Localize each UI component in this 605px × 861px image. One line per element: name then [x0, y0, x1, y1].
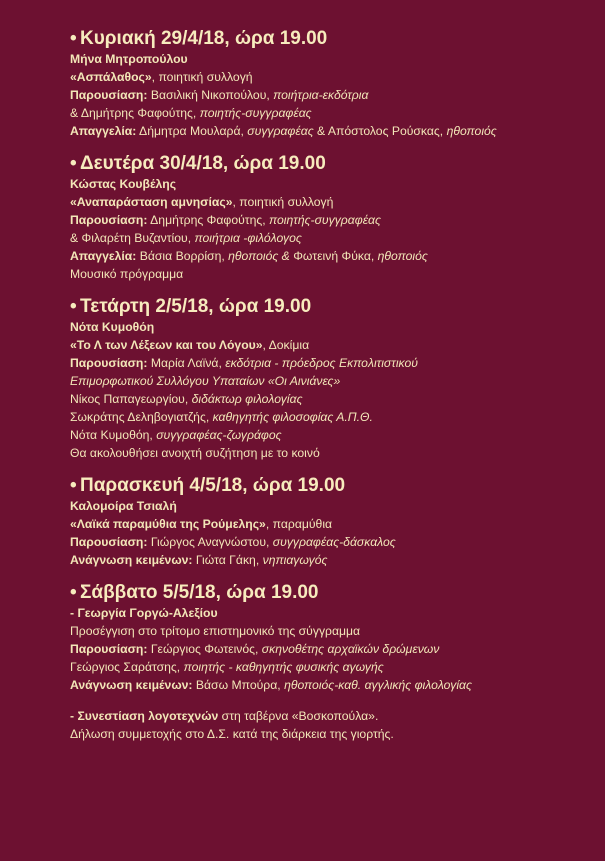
event-block	[70, 296, 590, 462]
text-segment: ποιητής-συγγραφέας	[269, 213, 381, 227]
text-segment: ηθοποιός	[446, 124, 497, 138]
text-segment: Δήλωση συμμετοχής στο Δ.Σ. κατά της διάρκεια της γιορτής.	[70, 727, 394, 741]
text-segment: Σωκράτης Δεληβογιατζής,	[70, 410, 213, 424]
event-detail-line	[70, 444, 590, 462]
event-detail-line	[70, 229, 590, 247]
text-segment: Απαγγελία:	[70, 249, 137, 263]
event-detail-line	[70, 426, 590, 444]
text-segment: Βασιλική Νικοπούλου,	[147, 88, 274, 102]
event-detail-line	[70, 640, 590, 658]
text-segment: Παρουσίαση:	[70, 535, 148, 549]
text-segment: «Ασπάλαθος»	[70, 70, 152, 84]
event-detail-line	[70, 104, 590, 122]
event-program	[70, 28, 590, 743]
text-segment: συγγραφέας-ζωγράφος	[156, 428, 282, 442]
text-segment: Μαρία Λαϊνά,	[147, 356, 226, 370]
text-segment: & Φιλαρέτη Βυζαντίου,	[70, 231, 195, 245]
text-segment: Μουσικό πρόγραμμα	[70, 267, 184, 281]
event-date-heading	[70, 28, 590, 50]
text-segment: «Λαϊκά παραμύθια της Ρούμελης»	[70, 517, 266, 531]
text-segment: «Το Λ των Λέξεων και του Λόγου»	[70, 338, 263, 352]
text-segment: σκηνοθέτης αρχαϊκών δρώμενων	[261, 642, 440, 656]
text-segment: - Συνεστίαση λογοτεχνών	[70, 709, 219, 723]
text-segment: Γεώργιος Σαράτσης,	[70, 660, 184, 674]
text-segment: , Δοκίμια	[262, 338, 310, 352]
event-detail-line	[70, 211, 590, 229]
text-segment: Φωτεινή Φύκα,	[293, 249, 378, 263]
text-segment: Γιώτα Γάκη,	[192, 553, 263, 567]
event-time: ώρα 19.00	[226, 582, 319, 603]
event-date: Τετάρτη 2/5/18,	[80, 296, 214, 317]
text-segment: νηπιαγωγός	[262, 553, 328, 567]
event-detail-line	[70, 372, 590, 390]
event-time: ώρα 19.00	[234, 28, 328, 49]
text-segment: , ποιητική συλλογή	[232, 195, 334, 209]
text-segment: συγγραφέας-δάσκαλος	[272, 535, 396, 549]
text-segment: καθηγητής φιλοσοφίας Α.Π.Θ.	[212, 410, 373, 424]
text-segment: ηθοποιός &	[228, 249, 294, 263]
text-segment: Βάσια Βορρίση,	[136, 249, 229, 263]
footer-note	[70, 707, 590, 743]
event-date: Δευτέρα 30/4/18,	[80, 153, 229, 174]
event-detail-line	[70, 551, 590, 569]
text-segment: εκδότρια - πρόεδρος Εκπολιτιστικού	[225, 356, 418, 370]
event-author: Καλομοίρα Τσιαλή	[70, 499, 177, 513]
event-date: Κυριακή 29/4/18,	[80, 28, 230, 49]
footer-line	[70, 707, 590, 725]
event-time: ώρα 19.00	[218, 296, 312, 317]
text-segment: συγγραφέας	[247, 124, 314, 138]
event-block	[70, 475, 590, 569]
event-time: ώρα 19.00	[252, 475, 346, 496]
text-segment: , ποιητική συλλογή	[151, 70, 253, 84]
text-segment: Γιώργος Αναγνώστου,	[147, 535, 273, 549]
event-date: Παρασκευή 4/5/18,	[80, 475, 248, 496]
events-list	[70, 28, 590, 694]
text-segment: Θα ακολουθήσει ανοιχτή συζήτηση με το κοινό	[70, 446, 320, 460]
event-detail-line	[70, 390, 590, 408]
event-block	[70, 582, 590, 694]
footer-line	[70, 725, 590, 743]
text-segment: Επιμορφωτικού Συλλόγου Υπαταίων «Οι Αινιάνες»	[70, 374, 341, 388]
event-detail-line	[70, 533, 590, 551]
bullet-icon: •	[70, 153, 77, 174]
text-segment: ηθοποιός-καθ. αγγλικής φιλολογίας	[284, 678, 472, 692]
bullet-icon: •	[70, 475, 77, 496]
text-segment: στη ταβέρνα «Βοσκοπούλα».	[218, 709, 379, 723]
text-segment: ποιητής - καθηγητής φυσικής αγωγής	[183, 660, 384, 674]
event-detail-line	[70, 86, 590, 104]
text-segment: Παρουσίαση:	[70, 88, 148, 102]
text-segment: ηθοποιός	[377, 249, 428, 263]
text-segment: Νίκος Παπαγεωργίου,	[70, 392, 192, 406]
text-segment: & Δημήτρης Φαφούτης,	[70, 106, 200, 120]
event-detail-line	[70, 515, 590, 533]
event-block	[70, 153, 590, 283]
bullet-icon: •	[70, 582, 77, 603]
text-segment: Δημήτρης Φαφούτης,	[147, 213, 270, 227]
event-time: ώρα 19.00	[233, 153, 326, 174]
text-segment: Ανάγνωση κειμένων:	[70, 553, 193, 567]
event-detail-line	[70, 676, 590, 694]
event-detail-line	[70, 408, 590, 426]
event-author: Κώστας Κουβέλης	[70, 177, 177, 191]
text-segment: Προσέγγιση στο τρίτομο επιστημονικό της σύγγραμμα	[70, 624, 361, 638]
text-segment: Νότα Κυμοθόη,	[70, 428, 157, 442]
event-author: - Γεωργία Γοργώ-Αλεξίου	[70, 606, 218, 620]
event-date-heading	[70, 153, 590, 175]
event-detail-line	[70, 193, 590, 211]
event-date-heading	[70, 296, 590, 318]
text-segment: Ανάγνωση κειμένων:	[70, 678, 193, 692]
text-segment: Παρουσίαση:	[70, 213, 148, 227]
event-detail-line	[70, 658, 590, 676]
text-segment: & Απόστολος Ρούσκας,	[313, 124, 447, 138]
event-block	[70, 28, 590, 140]
event-detail-line	[70, 336, 590, 354]
event-detail-line	[70, 247, 590, 265]
text-segment: ποιήτρια-εκδότρια	[273, 88, 369, 102]
event-detail-line	[70, 265, 590, 283]
event-date: Σάββατο 5/5/18,	[80, 582, 221, 603]
bullet-icon: •	[70, 296, 77, 317]
event-detail-line	[70, 122, 590, 140]
text-segment: Γεώργιος Φωτεινός,	[147, 642, 262, 656]
text-segment: «Αναπαράσταση αμνησίας»	[70, 195, 233, 209]
text-segment: Παρουσίαση:	[70, 642, 148, 656]
text-segment: , παραμύθια	[265, 517, 333, 531]
event-detail-line	[70, 68, 590, 86]
event-author: Μήνα Μητροπούλου	[70, 52, 188, 66]
event-date-heading	[70, 475, 590, 497]
event-author: Νότα Κυμοθόη	[70, 320, 155, 334]
text-segment: Παρουσίαση:	[70, 356, 148, 370]
event-date-heading	[70, 582, 590, 604]
text-segment: Βάσω Μπούρα,	[192, 678, 285, 692]
event-detail-line	[70, 622, 590, 640]
event-detail-line	[70, 354, 590, 372]
text-segment: ποιητής-συγγραφέας	[199, 106, 312, 120]
text-segment: διδάκτωρ φιλολογίας	[191, 392, 303, 406]
text-segment: Απαγγελία:	[70, 124, 137, 138]
text-segment: ποιήτρια -φιλόλογος	[194, 231, 302, 245]
bullet-icon: •	[70, 28, 77, 49]
text-segment: Δήμητρα Μουλαρά,	[136, 124, 248, 138]
